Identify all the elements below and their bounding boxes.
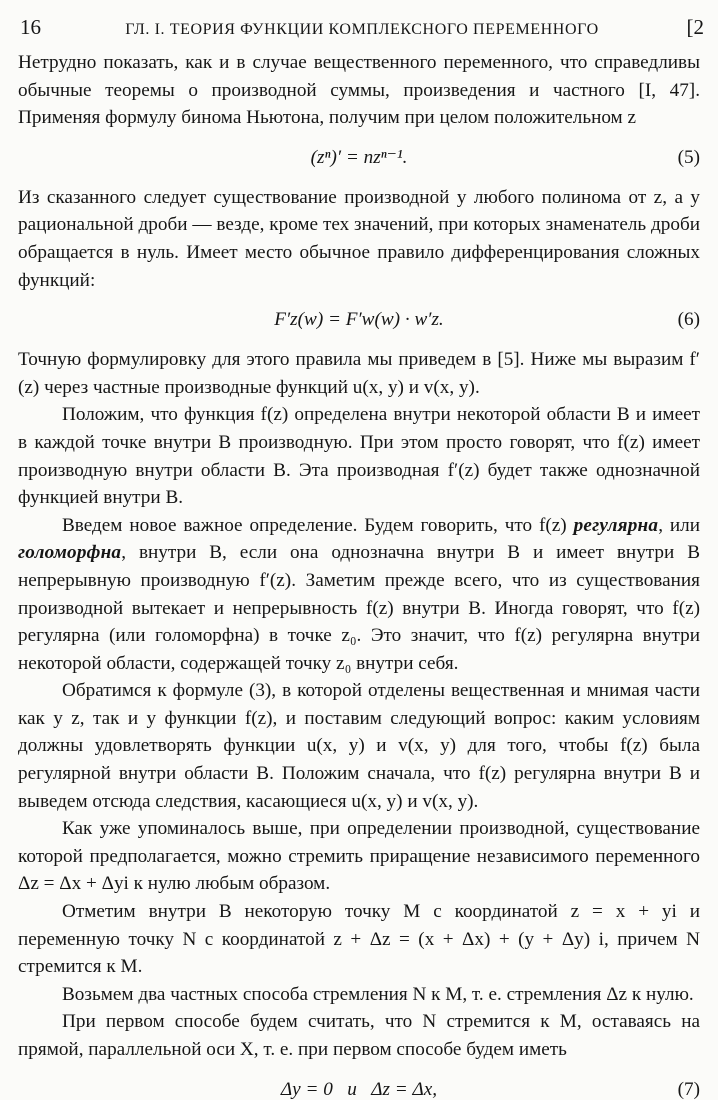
equation-6 (18, 300, 700, 340)
paragraph-4: Положим, что функция f(z) определена внутри некоторой области B и имеет в каждой точке внутри B производную. При этом просто говорят, что f(z) имеет производную внутри области B. Эта производная f′(z) будет также однозначной функцией внутри B. (18, 404, 700, 509)
equation-6-number: (6) (677, 309, 700, 331)
equation-5-number: (5) (677, 146, 700, 168)
paragraph-1: Нетрудно показать, как и в случае вещественного переменного, что справедливы обычные теоремы о производной суммы, произведения и частного [I, 47]. Применяя формулу бинома Ньютона, получим при целом положительном z (18, 52, 700, 129)
paragraph-5 (18, 512, 700, 678)
paragraph-5-part-a: Введем новое важное определение. Будем говорить, что f(z) (62, 514, 567, 536)
term-holomorphic: голоморфна (18, 542, 122, 564)
page-number: 16 (20, 15, 41, 39)
section-marker: [2 (686, 15, 704, 39)
paragraph-8: Отметим внутри B некоторую точку M с координатой z = x + yi и переменную точку N с координатой z + Δz = (x + Δx) + (y + Δy) i, причем N стремится к M. (18, 901, 700, 978)
equation-7-formula: Δy = 0 и Δz = Δx, (280, 1078, 438, 1100)
running-title: ГЛ. I. ТЕОРИЯ ФУНКЦИИ КОМПЛЕКСНОГО ПЕРЕМЕННОГО (125, 21, 599, 38)
equation-6-formula: F′z(w) = F′w(w) · w′z. (274, 309, 444, 331)
equation-7 (18, 1070, 700, 1100)
paragraph-2: Из сказанного следует существование производной у любого полинома от z, а у рациональной дроби — везде, кроме тех значений, при которых знаменатель дроби обращается в нуль. Имеет место обычное правило дифференцирования сложных функций: (18, 186, 700, 291)
paragraph-3: Точную формулировку для этого правила мы приведем в [5]. Ниже мы выразим f′(z) через частные производные функций u(x, y) и v(x, y). (18, 349, 700, 398)
equation-5-formula: (zⁿ)′ = nzⁿ⁻¹. (310, 146, 408, 168)
paragraph-6: Обратимся к формуле (3), в которой отделены вещественная и мнимая части как у z, так и у функции f(z), и поставим следующий вопрос: каким условиям должны удовлетворять функции u(x, y) и v(x, y) для того, чтобы f(z) была регулярной внутри области B. Положим сначала, что f(z) регулярна внутри B и выведем отсюда следствия, касающиеся u(x, y) и v(x, y). (18, 680, 700, 812)
term-regular: регулярна (573, 514, 659, 536)
running-header (20, 14, 704, 44)
paragraph-10: При первом способе будем считать, что N стремится к M, оставаясь на прямой, параллельной оси X, т. е. при первом способе будем иметь (18, 1011, 700, 1060)
paragraph-9: Возьмем два частных способа стремления N к M, т. е. стремления Δz к нулю. (62, 983, 694, 1005)
equation-5 (18, 138, 700, 178)
page-body (18, 49, 700, 1100)
equation-7-number: (7) (677, 1078, 700, 1100)
paragraph-5-part-b: , или (658, 514, 700, 536)
paragraph-7: Как уже упоминалось выше, при определении производной, существование которой предполагается, можно стремить приращение независимого переменного Δz = Δx + Δyi к нулю любым образом. (18, 818, 700, 895)
paragraph-5-part-c: , внутри B, если она однозначна внутри B и имеет внутри B непрерывную производную f′(z). Заметим прежде всего, что из существования производной вытекает и непрерывность f(z) внутри B. Иногда говорят, что f(z) регулярна (или голоморфна) в точке z₀. Это значит, что f(z) регулярна внутри некоторой области, содержащей точку z₀ внутри себя. (18, 542, 700, 674)
